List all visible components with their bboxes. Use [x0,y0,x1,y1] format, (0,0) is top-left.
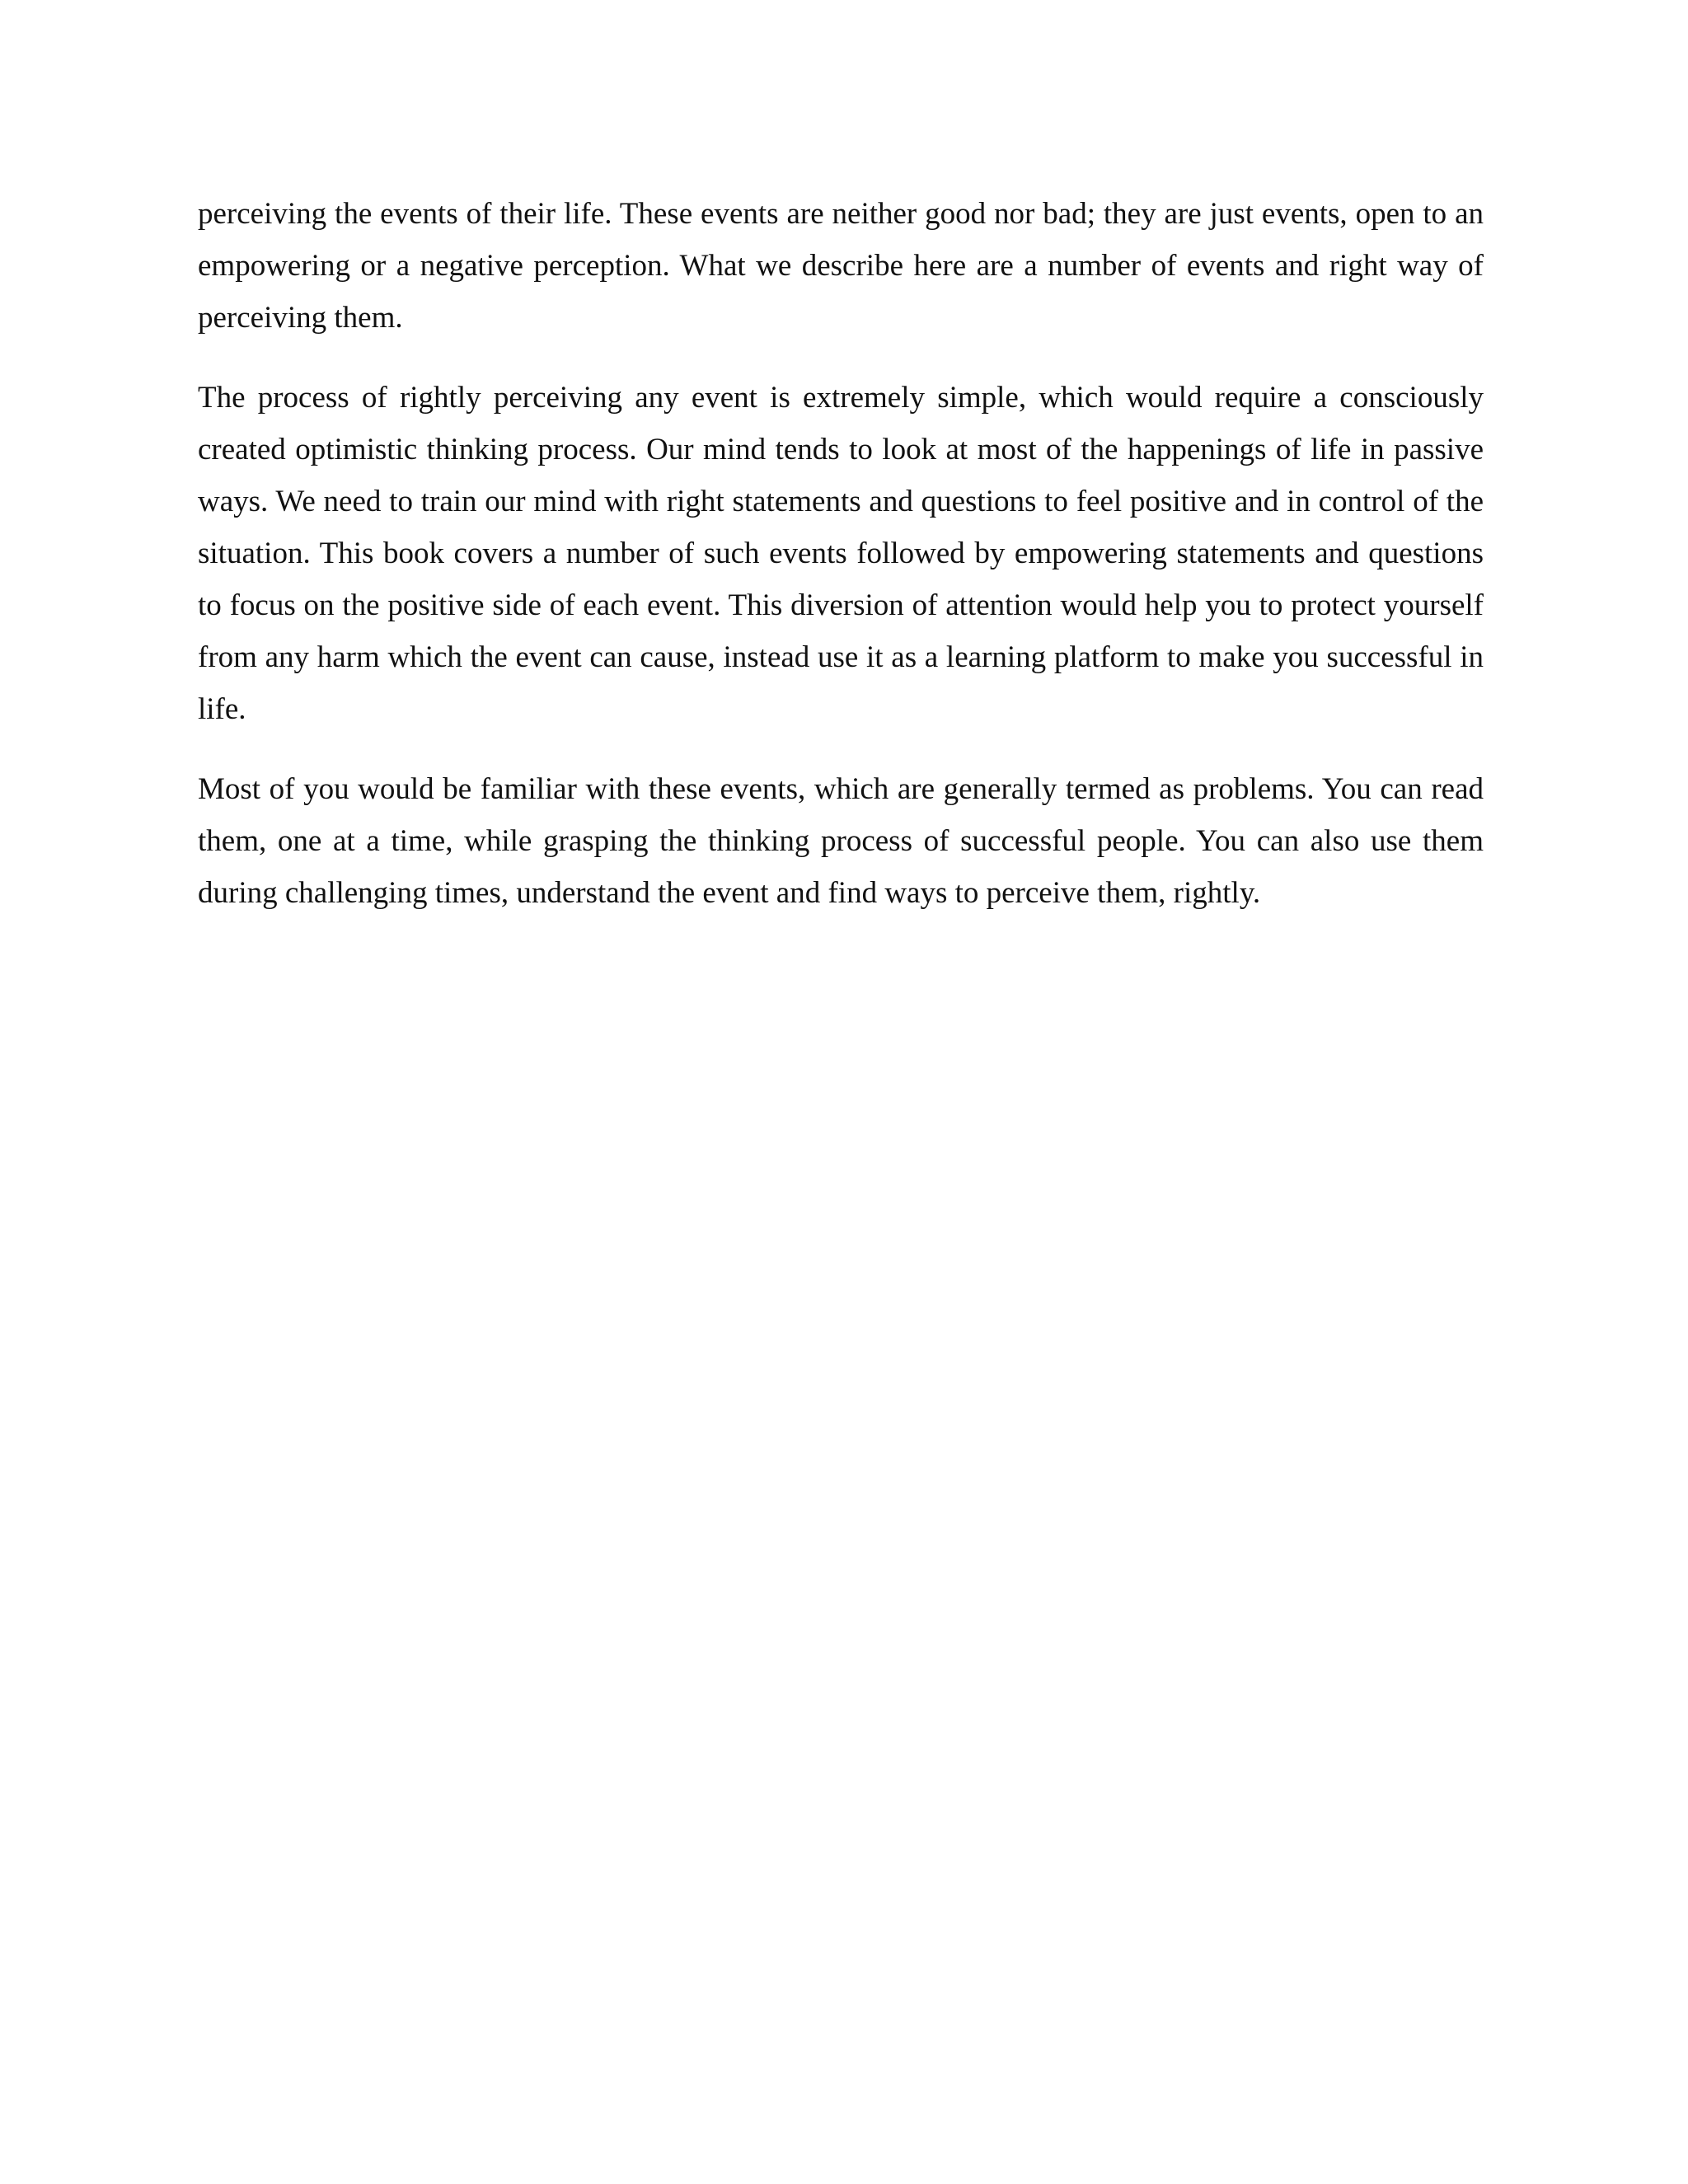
paragraph-1: perceiving the events of their life. These events are neither good nor bad; they are just events, open to an empowering or a negative perception. What we describe here are a number of events and right way of perceiving them. [198,197,1484,335]
paragraph-3: Most of you would be familiar with these events, which are generally termed as problems. You can read them, one at a time, while grasping the thinking process of successful people. You can also use them during challenging times, understand the event and find ways to perceive them, rightly. [198,772,1484,910]
body-text [198,188,1484,947]
paragraph-2: The process of rightly perceiving any event is extremely simple, which would require a consciously created optimistic thinking process. Our mind tends to look at most of the happenings of life in passive ways. We need to train our mind with right statements and questions to feel positive and in control of the situation. This book covers a number of such events followed by empowering statements and questions to focus on the positive side of each event. This diversion of attention would help you to protect yourself from any harm which the event can cause, instead use it as a learning platform to make you successful in life. [198,381,1484,726]
